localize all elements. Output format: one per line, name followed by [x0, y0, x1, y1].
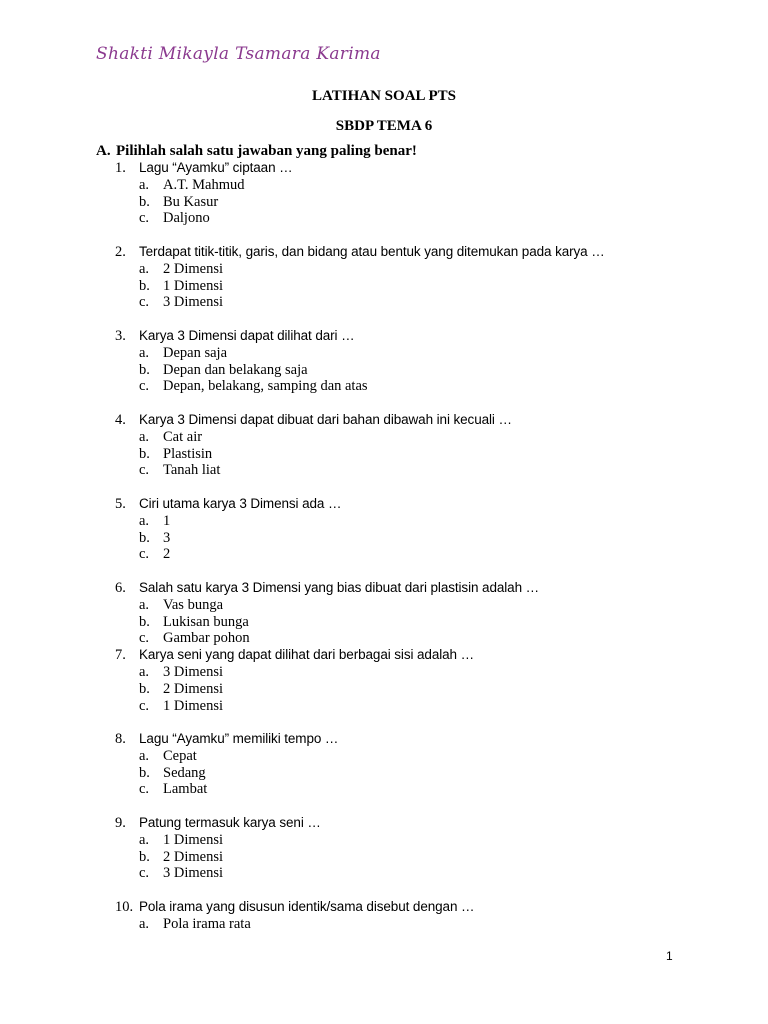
option-letter: a.	[139, 747, 150, 764]
answer-option	[115, 630, 715, 647]
option-letter: a.	[139, 512, 150, 529]
answer-option	[115, 362, 715, 379]
question-number: 3.	[115, 327, 126, 344]
option-text: 3 Dimensi	[163, 663, 224, 680]
answer-option	[115, 278, 715, 295]
option-letter: b.	[139, 445, 150, 462]
question-item	[115, 731, 715, 815]
question-number: 4.	[115, 411, 126, 428]
answer-option	[115, 597, 715, 614]
question-text: Patung termasuk karya seni …	[139, 815, 321, 831]
question-item	[115, 496, 715, 580]
question-line	[115, 899, 715, 916]
question-number: 1.	[115, 160, 126, 176]
answer-option	[115, 446, 715, 463]
question-item	[115, 328, 715, 412]
question-line	[115, 815, 715, 832]
question-number: 2.	[115, 243, 126, 260]
option-letter: a.	[139, 663, 150, 680]
answer-option	[115, 916, 715, 933]
answer-option	[115, 614, 715, 631]
option-text: A.T. Mahmud	[163, 176, 245, 193]
option-text: Gambar pohon	[163, 630, 250, 647]
answer-option	[115, 765, 715, 782]
answer-option	[115, 462, 715, 479]
spacer	[115, 563, 715, 580]
answer-option	[115, 261, 715, 278]
question-number: 10.	[115, 899, 134, 916]
option-text: 1 Dimensi	[163, 697, 224, 714]
question-text: Ciri utama karya 3 Dimensi ada …	[139, 495, 342, 511]
answer-option	[115, 210, 715, 227]
answer-option	[115, 832, 715, 849]
question-item	[115, 815, 715, 899]
option-letter: b.	[139, 680, 150, 697]
section-title: Pilihlah salah satu jawaban yang paling benar!	[116, 143, 417, 159]
question-item	[115, 160, 715, 244]
option-letter: c.	[139, 781, 150, 798]
option-text: 3 Dimensi	[163, 865, 224, 882]
answer-option	[115, 429, 715, 446]
option-text: 3	[163, 529, 171, 546]
option-letter: b.	[139, 613, 150, 630]
question-text: Lagu “Ayamku” ciptaan …	[139, 160, 293, 175]
option-letter: b.	[139, 193, 150, 210]
option-text: 1 Dimensi	[163, 277, 224, 294]
answer-option	[115, 194, 715, 211]
answer-option	[115, 530, 715, 547]
answer-option	[115, 849, 715, 866]
question-line	[115, 412, 715, 429]
spacer	[115, 798, 715, 815]
author-signature: Shakti Mikayla Tsamara Karima	[96, 44, 381, 64]
option-text: Cepat	[163, 747, 197, 764]
option-letter: b.	[139, 277, 150, 294]
question-text: Terdapat titik-titik, garis, dan bidang atau bentuk yang ditemukan pada karya …	[139, 243, 605, 259]
spacer	[115, 311, 715, 328]
option-letter: a.	[139, 428, 150, 445]
question-text: Lagu “Ayamku” memiliki tempo …	[139, 731, 339, 747]
option-text: 3 Dimensi	[163, 294, 224, 311]
question-number: 7.	[115, 647, 126, 664]
answer-option	[115, 865, 715, 882]
spacer	[115, 714, 715, 731]
page-number: 1	[666, 949, 673, 963]
option-letter: a.	[139, 344, 150, 361]
question-number: 6.	[115, 579, 126, 596]
answer-option	[115, 546, 715, 563]
answer-option	[115, 781, 715, 798]
option-text: Lukisan bunga	[163, 613, 249, 630]
question-line	[115, 496, 715, 513]
question-item	[115, 412, 715, 496]
spacer	[115, 227, 715, 244]
option-letter: a.	[139, 260, 150, 277]
question-item	[115, 899, 715, 933]
option-text: 2 Dimensi	[163, 260, 224, 277]
question-text: Karya 3 Dimensi dapat dibuat dari bahan dibawah ini kecuali …	[139, 411, 512, 427]
question-item	[115, 580, 715, 647]
option-letter: a.	[139, 831, 150, 848]
option-letter: c.	[139, 210, 150, 227]
answer-option	[115, 664, 715, 681]
document-subtitle: SBDP TEMA 6	[335, 118, 433, 134]
option-letter: c.	[139, 630, 150, 647]
answer-option	[115, 513, 715, 530]
spacer	[115, 882, 715, 899]
option-text: Sedang	[163, 764, 206, 781]
option-letter: a.	[139, 176, 150, 193]
option-text: Tanah liat	[163, 462, 221, 479]
answer-option	[115, 345, 715, 362]
answer-option	[115, 177, 715, 194]
question-list	[115, 160, 715, 933]
option-text: Plastisin	[163, 445, 213, 462]
question-line	[115, 647, 715, 664]
option-text: Vas bunga	[163, 596, 224, 613]
question-text: Pola irama yang disusun identik/sama disebut dengan …	[139, 899, 475, 915]
option-text: Pola irama rata	[163, 915, 251, 932]
option-text: 2 Dimensi	[163, 680, 224, 697]
option-text: Bu Kasur	[163, 193, 219, 210]
question-item	[115, 244, 715, 328]
option-letter: c.	[139, 462, 150, 479]
question-number: 9.	[115, 815, 126, 832]
option-text: Depan, belakang, samping dan atas	[163, 378, 368, 395]
question-line	[115, 580, 715, 597]
question-text: Karya seni yang dapat dilihat dari berbagai sisi adalah …	[139, 647, 475, 663]
answer-option	[115, 294, 715, 311]
question-number: 5.	[115, 495, 126, 512]
option-text: 1 Dimensi	[163, 831, 224, 848]
option-text: Daljono	[163, 210, 210, 227]
question-line	[115, 328, 715, 345]
option-text: 1	[163, 512, 171, 529]
section-heading	[96, 143, 417, 160]
option-text: Lambat	[163, 781, 208, 798]
option-letter: c.	[139, 865, 150, 882]
option-letter: a.	[139, 596, 150, 613]
option-letter: a.	[139, 915, 150, 932]
answer-option	[115, 698, 715, 715]
question-line	[115, 731, 715, 748]
document-title: LATIHAN SOAL PTS	[312, 88, 456, 104]
option-letter: b.	[139, 361, 150, 378]
answer-option	[115, 748, 715, 765]
option-letter: c.	[139, 378, 150, 395]
question-number: 8.	[115, 731, 126, 748]
answer-option	[115, 681, 715, 698]
answer-option	[115, 378, 715, 395]
option-letter: b.	[139, 764, 150, 781]
spacer	[115, 479, 715, 496]
section-letter: A.	[96, 143, 111, 159]
question-text: Karya 3 Dimensi dapat dilihat dari …	[139, 327, 355, 343]
question-line	[115, 244, 715, 261]
question-text: Salah satu karya 3 Dimensi yang bias dibuat dari plastisin adalah …	[139, 579, 540, 595]
option-text: Depan saja	[163, 344, 228, 361]
option-letter: c.	[139, 294, 150, 311]
option-letter: b.	[139, 848, 150, 865]
option-letter: c.	[139, 546, 150, 563]
question-line	[115, 160, 715, 177]
spacer	[115, 395, 715, 412]
option-text: 2	[163, 546, 171, 563]
option-text: Cat air	[163, 428, 203, 445]
question-item	[115, 647, 715, 731]
option-text: Depan dan belakang saja	[163, 361, 308, 378]
option-letter: c.	[139, 697, 150, 714]
option-letter: b.	[139, 529, 150, 546]
option-text: 2 Dimensi	[163, 848, 224, 865]
